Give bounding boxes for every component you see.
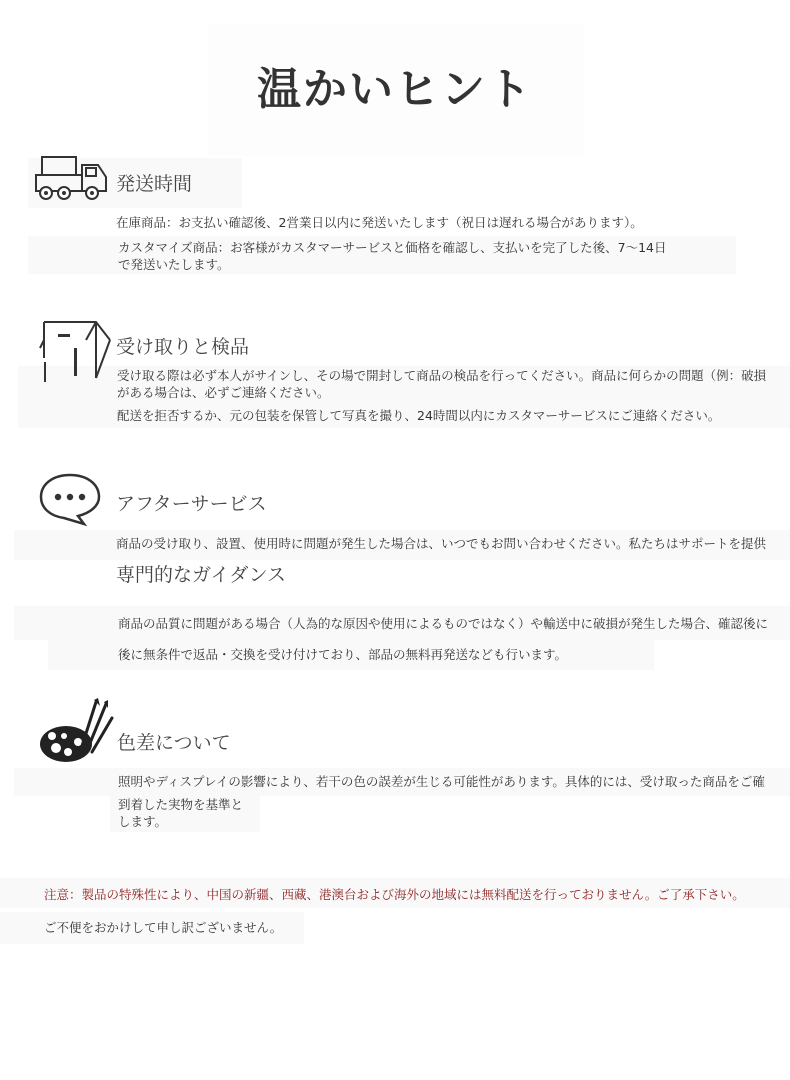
guidance-heading: 専門的なガイダンス xyxy=(116,564,287,586)
guidance-line: 商品の品質に問題がある場合（人為的な原因や使用によるものではなく）や輸送中に破損が発生した場合、確認後に xyxy=(118,616,769,631)
box-icon xyxy=(38,318,114,388)
speech-bubble-icon xyxy=(38,472,102,528)
receipt-heading: 受け取りと検品 xyxy=(116,336,250,358)
receipt-line: 配送を拒否するか、元の包装を保管して写真を撮り、24時間以内にカスタマーサービスにご連絡ください。 xyxy=(117,408,721,423)
receipt-line: がある場合は、必ずご連絡ください。 xyxy=(117,385,330,400)
apology-note: ご不便をおかけして申し訳ございません。 xyxy=(44,920,283,935)
guidance-line: 後に無条件で返品・交換を受け付けており、部品の無料再発送なども行います。 xyxy=(118,647,568,662)
shipping-heading: 発送時間 xyxy=(116,173,193,195)
truck-icon xyxy=(34,155,110,201)
after-service-heading: アフターサービス xyxy=(116,493,267,515)
after-service-line: 商品の受け取り、設置、使用時に問題が発生した場合は、いつでもお問い合わせください。私たちはサポートを提供 xyxy=(116,536,767,551)
palette-icon xyxy=(38,696,118,768)
color-line: 照明やディスプレイの影響により、若干の色の誤差が生じる可能性があります。具体的には、受け取った商品をご確 xyxy=(118,774,765,789)
page-title: 温かいヒント xyxy=(257,64,533,115)
color-line: 到着した実物を基準と xyxy=(118,797,244,812)
color-heading: 色差について xyxy=(117,732,231,754)
shipping-line: カスタマイズ商品：お客様がカスタマーサービスと価格を確認し、支払いを完了した後、7〜14日 xyxy=(118,240,667,255)
color-line: します。 xyxy=(118,814,168,829)
warning-note: 注意：製品の特殊性により、中国の新疆、西藏、港澳台および海外の地域には無料配送を行っておりません。ご了承下さい。 xyxy=(44,887,745,902)
receipt-line: 受け取る際は必ず本人がサインし、その場で開封して商品の検品を行ってください。商品に何らかの問題（例：破損 xyxy=(117,368,767,383)
shipping-line: で発送いたします。 xyxy=(118,257,230,272)
shipping-line: 在庫商品：お支払い確認後、2営業日以内に発送いたします（祝日は遅れる場合があります）。 xyxy=(116,215,643,230)
